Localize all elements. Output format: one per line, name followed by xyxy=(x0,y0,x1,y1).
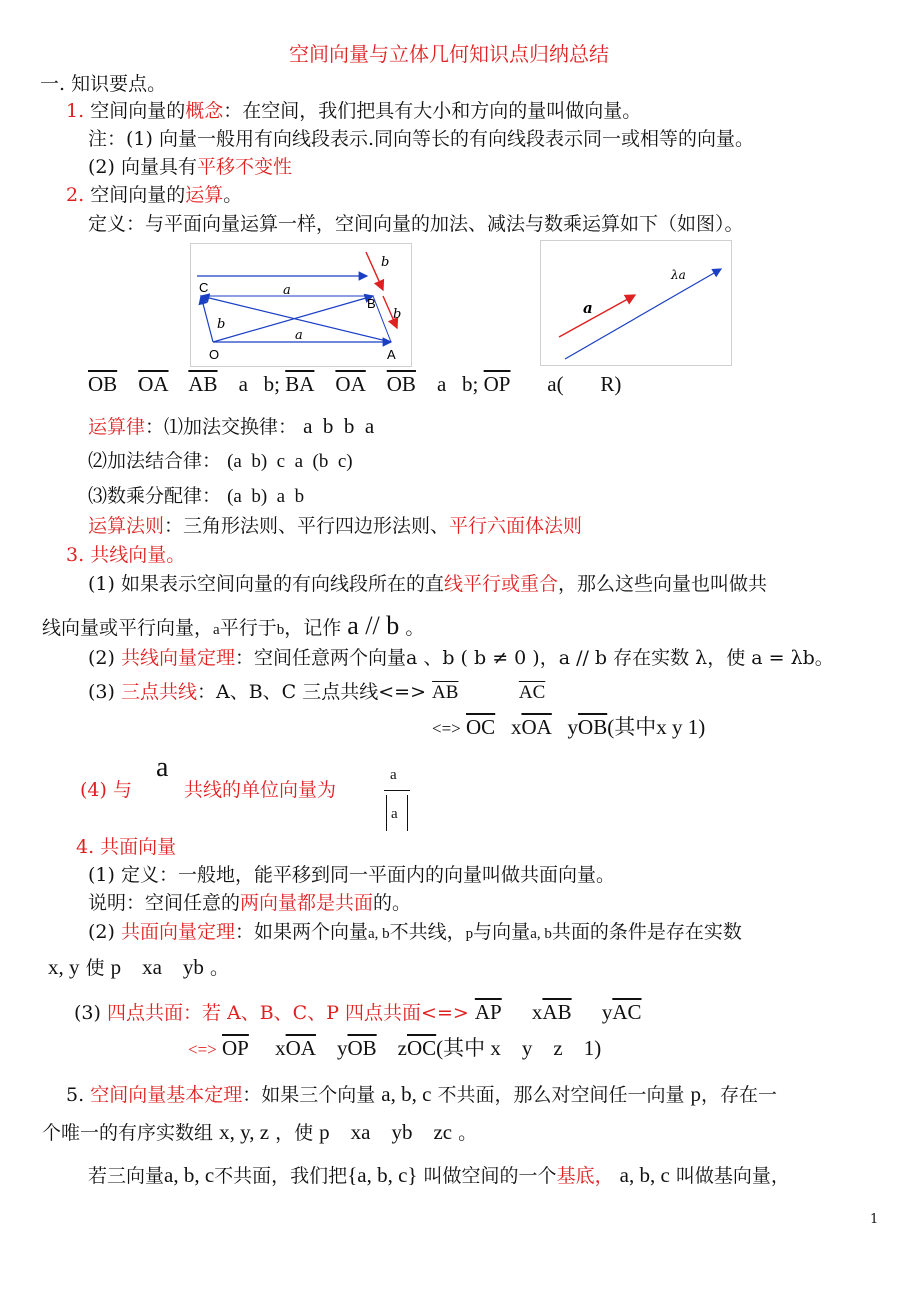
text: 不共面，那么对空间任一向量 xyxy=(437,1084,685,1106)
text: ，记作 xyxy=(284,617,342,639)
text: (2) xyxy=(88,647,121,669)
law-formula: (a b) c a (b c) xyxy=(227,451,353,472)
vec-AB: $\overline{AB}$ xyxy=(188,372,218,396)
text: ：如果两个向量 xyxy=(234,921,368,943)
text: 叫做基向量， xyxy=(675,1165,790,1187)
keyword: 运算法则 xyxy=(88,515,165,537)
text: (4) 与 xyxy=(80,779,132,801)
keyword: 三点共线 xyxy=(120,681,197,703)
vec-AB: $\overline{AB}$ xyxy=(542,1000,572,1024)
text: ：A、B、C 三点共线<=> xyxy=(196,681,426,703)
vector-a xyxy=(559,295,635,337)
scalar-multiplication-figure xyxy=(540,240,732,366)
law-2 xyxy=(88,449,353,474)
law-formula: a b b a xyxy=(303,414,375,438)
keyword: 基底 xyxy=(556,1165,595,1187)
collinear-1-cont xyxy=(42,611,425,642)
paren: ( xyxy=(556,372,564,396)
item-5-cont xyxy=(42,1120,477,1145)
coplanar-3 xyxy=(74,1000,642,1025)
vec-OA: $\overline{OA}$ xyxy=(521,715,552,739)
section-heading: 一. 知识要点。 xyxy=(40,73,167,95)
collinear-3 xyxy=(88,680,545,705)
coplanar-2 xyxy=(88,920,742,946)
rules-text: ：三角形法则、平行四边形法则、 xyxy=(164,515,450,537)
item-num: 2. xyxy=(66,184,85,206)
item-1 xyxy=(66,99,641,123)
vec-OA: $\overline{OA}$ xyxy=(138,372,169,396)
keyword: 运算 xyxy=(185,184,224,206)
fraction-bar xyxy=(384,790,410,791)
keyword: 平移不变性 xyxy=(196,156,292,178)
coef-x: x xyxy=(510,715,522,739)
equiv-arrow: <=> xyxy=(432,719,461,738)
page-number: 1 xyxy=(870,1212,879,1227)
vec-abc: a, b, c xyxy=(381,1082,432,1106)
keyword: 线平行或重合 xyxy=(443,573,558,595)
coef-x: x xyxy=(275,1036,286,1060)
vec-OB-2: $\overline{OB}$ xyxy=(386,372,416,396)
vec-AP: $\overline{AP}$ xyxy=(474,1000,502,1024)
vector-OC xyxy=(201,296,213,342)
coplanar-3-cond xyxy=(188,1036,601,1062)
item-text: 空间向量的 xyxy=(90,100,186,122)
item-text: 。 xyxy=(223,184,243,206)
note-2 xyxy=(88,155,292,179)
text: 若三向量 xyxy=(88,1165,165,1187)
rules xyxy=(88,514,582,538)
vec-OA-2: $\overline{OA}$ xyxy=(335,372,366,396)
vec-a: a xyxy=(238,372,248,396)
item-num: 1. xyxy=(66,100,85,122)
label-b-left: b xyxy=(217,317,226,332)
vector-OB xyxy=(213,296,373,342)
coplanar-2-cont xyxy=(48,955,229,980)
collinear-1 xyxy=(88,572,767,596)
vec-a-3: a xyxy=(547,372,557,396)
label-a: a xyxy=(283,283,291,298)
text: 。 xyxy=(209,957,229,979)
vec-abc: a, b, c xyxy=(164,1163,215,1187)
label-b-right: b xyxy=(393,307,402,322)
vec-OP: $\overline{OP}$ xyxy=(483,372,511,396)
text: ：空间任意两个向量 xyxy=(234,647,406,669)
item-num: 3. xyxy=(66,544,85,566)
text: 。 xyxy=(458,1122,478,1144)
item-title: 共线向量。 xyxy=(90,544,186,566)
text: 说明：空间任意的 xyxy=(88,892,241,914)
label-A: A xyxy=(387,347,396,362)
vec-a-large: a xyxy=(156,752,169,783)
scalar-multiple-diagram xyxy=(541,241,731,365)
text: 共面的条件是存在实数 xyxy=(551,921,742,943)
coef-x: x xyxy=(531,1000,543,1024)
vec-BA: $\overline{BA}$ xyxy=(285,372,315,396)
real-set: R) xyxy=(600,372,622,396)
keyword: 概念 xyxy=(185,100,224,122)
keyword: 空间向量基本定理 xyxy=(90,1084,243,1106)
coplanar-1: (1) 定义：一般地，能平移到同一平面内的向量叫做共面向量。 xyxy=(88,864,615,886)
vec-AC: $\overline{AC}$ xyxy=(612,1000,642,1024)
text: 平行于 xyxy=(219,617,277,639)
keyword: 平行六面体法则 xyxy=(449,515,583,537)
label-a-bottom: a xyxy=(295,328,303,343)
item-text: ：在空间，我们把具有大小和方向的量叫做向量。 xyxy=(223,100,642,122)
vec-AB: $\overline{AB}$ xyxy=(432,682,459,703)
collinear-2 xyxy=(88,646,834,670)
text: 。 xyxy=(405,617,425,639)
vec-OB: $\overline{OB}$ xyxy=(88,372,118,396)
var-b: b xyxy=(276,622,285,638)
vec-ab: a, b xyxy=(367,926,390,942)
label-lambda-a: λa xyxy=(671,268,686,282)
basis-definition xyxy=(88,1163,790,1188)
law-3 xyxy=(88,484,304,509)
keyword: 共面向量定理 xyxy=(120,921,235,943)
equiv-arrow: <=> xyxy=(188,1040,217,1059)
segment-BA xyxy=(373,296,391,342)
vars-xy: x, y xyxy=(48,955,80,979)
abs-bar-right xyxy=(407,795,408,831)
keyword: 四点共面：若 A、B、C、P 四点共面<=> xyxy=(106,1002,469,1024)
label-B: B xyxy=(367,296,376,311)
text: 个唯一的有序实数组 xyxy=(42,1122,214,1144)
vector-addition-figure xyxy=(190,243,412,367)
text: ：如果三个向量 xyxy=(242,1084,376,1106)
law-text: ⑶数乘分配律： xyxy=(88,485,222,507)
coef-y: y xyxy=(567,715,579,739)
vec-a-2: a xyxy=(436,372,447,396)
vector-parallelogram-diagram xyxy=(191,244,411,366)
unit-denominator: a xyxy=(391,806,398,822)
text: 线向量或平行向量， xyxy=(42,617,214,639)
collinear-3-cond xyxy=(432,715,705,741)
page-title: 空间向量与立体几何知识点归纳总结 xyxy=(289,42,609,66)
vec-p: p xyxy=(465,926,474,942)
coplanar-equation: p xa yb xyxy=(110,955,204,979)
vec-OB: $\overline{OB}$ xyxy=(347,1036,377,1060)
note-text: (2) 向量具有 xyxy=(88,156,197,178)
item-text: 空间向量的 xyxy=(90,184,186,206)
text: ，使 xyxy=(275,1122,314,1144)
text: (3) xyxy=(74,1002,107,1024)
parallel-relation: a // b xyxy=(347,611,400,640)
collinear-4 xyxy=(80,778,132,802)
vec-OC: $\overline{OC}$ xyxy=(466,715,496,739)
keyword: 共线向量定理 xyxy=(120,647,235,669)
coef-y: y xyxy=(336,1036,348,1060)
item-4: 4. 共面向量 xyxy=(76,836,177,858)
label-b-top: b xyxy=(381,255,390,270)
text: 使 xyxy=(85,957,105,979)
text: (2) xyxy=(88,921,121,943)
label-O: O xyxy=(209,347,220,362)
law-text: ⑵加法结合律： xyxy=(88,450,222,472)
label-a: a xyxy=(583,299,593,317)
text: 的。 xyxy=(373,892,412,914)
coef-z: z xyxy=(397,1036,407,1060)
text: 叫做空间的一个 xyxy=(423,1165,557,1187)
definition: 定义：与平面向量运算一样，空间向量的加法、减法与数乘运算如下（如图）。 xyxy=(88,213,744,235)
basis-equation: p xa yb zc xyxy=(319,1120,453,1144)
text: ，存在一 xyxy=(701,1084,778,1106)
text: ，那么这些向量也叫做共 xyxy=(557,573,767,595)
coplanar-note xyxy=(88,891,411,915)
formula-row: $\overline{OB}$ $\overline{OA}$ $\overline{AB}$ a b; $\overline{BA}$ $\overline{OA}$ $\overline{OB}$ a b; $\overline{OP}$ a( R) xyxy=(88,372,622,396)
vec-b-2: b xyxy=(462,372,473,396)
law-text: ：⑴加法交换律： xyxy=(145,416,298,438)
var-a: a xyxy=(213,622,220,638)
item-3 xyxy=(66,543,185,567)
vec-abc-2: a, b, c xyxy=(619,1163,670,1187)
vec-OP: $\overline{OP}$ xyxy=(222,1036,249,1060)
comma: ， xyxy=(594,1165,614,1187)
theorem-tail: a 、b ( b ≠ 0 )，a // b 存在实数 λ，使 a = λb。 xyxy=(405,647,834,669)
condition: (其中x y 1) xyxy=(607,715,706,739)
vars-xyz: x, y, z xyxy=(219,1120,270,1144)
coef-y: y xyxy=(601,1000,613,1024)
text: (3) xyxy=(88,681,121,703)
note-1: 注：(1) 向量一般用有向线段表示.同向等长的有向线段表示同一或相等的向量。 xyxy=(88,128,754,150)
item-num: 5. xyxy=(66,1084,85,1106)
vec-OC: $\overline{OC}$ xyxy=(406,1036,437,1060)
vec-OA: $\overline{OA}$ xyxy=(285,1036,316,1060)
condition: (其中 x y z 1) xyxy=(436,1036,602,1060)
basis-set: {a, b, c} xyxy=(347,1163,418,1187)
vec-ab-2: a, b xyxy=(530,926,552,942)
text: 不共面，我们把 xyxy=(214,1165,348,1187)
vec-OB: $\overline{OB}$ xyxy=(578,715,608,739)
text: 与向量 xyxy=(473,921,531,943)
text: (1) 如果表示空间向量的有向线段所在的直 xyxy=(88,573,444,595)
unit-numerator: a xyxy=(390,767,397,783)
collinear-4-text: 共线的单位向量为 xyxy=(184,779,337,801)
item-2 xyxy=(66,183,242,207)
item-5 xyxy=(66,1082,777,1107)
label-C: C xyxy=(199,280,209,295)
law-formula: (a b) a b xyxy=(227,486,305,507)
abs-bar-left xyxy=(386,795,387,831)
vec-p: p xyxy=(690,1082,702,1106)
keyword: 运算律 xyxy=(88,416,146,438)
law-1 xyxy=(88,414,374,439)
vec-AC: $\overline{AC}$ xyxy=(518,682,546,703)
vec-b: b xyxy=(263,372,275,396)
text: 不共线， xyxy=(389,921,466,943)
keyword: 两向量都是共面 xyxy=(240,892,374,914)
